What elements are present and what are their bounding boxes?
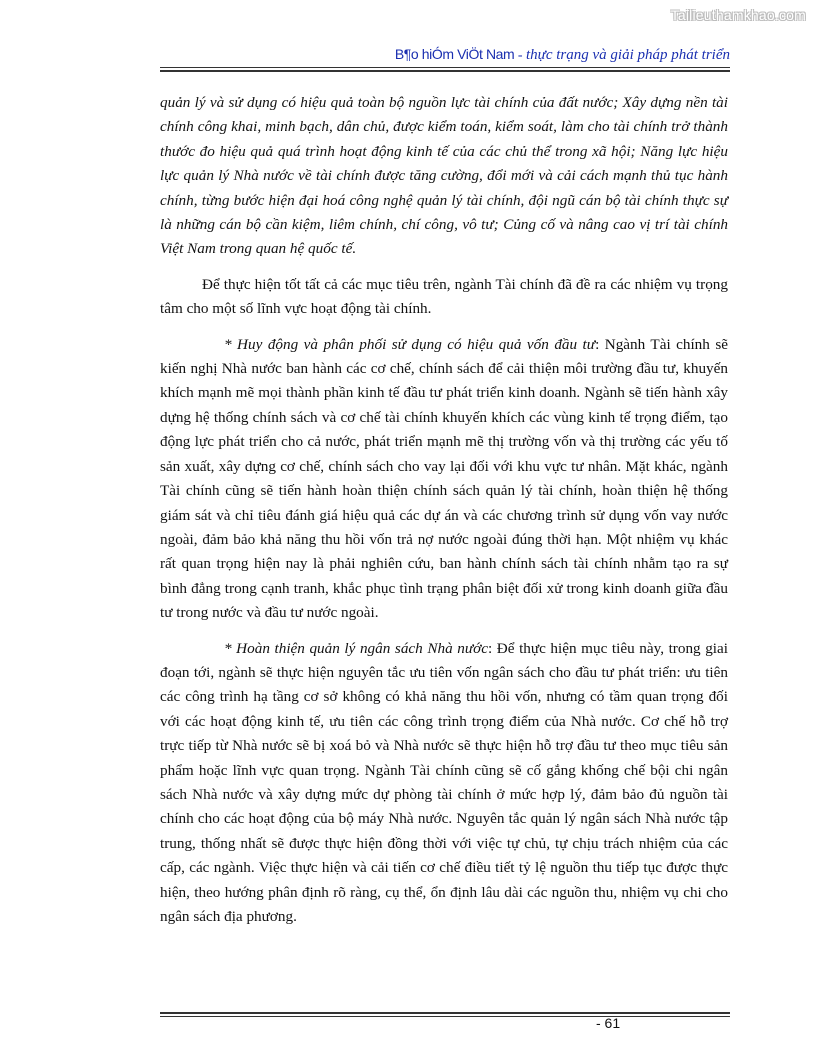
page-number: - 61 bbox=[596, 1015, 621, 1031]
footer-rule bbox=[160, 1012, 730, 1017]
running-header bbox=[160, 46, 730, 64]
header-separator: - bbox=[514, 48, 526, 63]
header-title: B¶o hiÓm ViÖt Nam bbox=[394, 46, 515, 62]
page-body bbox=[160, 91, 728, 929]
paragraph-1: quản lý và sử dụng có hiệu quả toàn bộ nguồn lực tài chính của đất nước; Xây dựng nền tài chính công khai, minh bạch, dân chủ, được kiểm toán, kiểm soát, làm cho tài chính trở thành thước đo hiệu quả quá trình hoạt động kinh tế của các chủ thể trong xã hội; Năng lực hiệu lực quản lý Nhà nước về tài chính được tăng cường, đổi mới và cải cách mạnh thủ tục hành chính, từng bước hiện đại hoá công nghệ quản lý tài chính, đội ngũ cán bộ tài chính thực sự là những cán bộ cần kiệm, liêm chính, chí công, vô tư; Củng cố và nâng cao vị trí tài chính Việt Nam trong quan hệ quốc tế. bbox=[160, 94, 728, 258]
header-subtitle: thực trạng và giải pháp phát triển bbox=[525, 47, 730, 63]
paragraph-4-text: : Để thực hiện mục tiêu này, trong giai đoạn tới, ngành sẽ thực hiện nguyên tắc ưu tiên vốn ngân sách cho đầu tư phát triển: ưu tiên các công trình hạ tầng cơ sở không có khả năng thu hồi vốn, nhưng có tầm quan trọng đối với các hoạt động kinh tế, ưu tiên các công trình trọng điểm của Nhà nước. Cơ chế hỗ trợ trực tiếp từ Nhà nước sẽ bị xoá bỏ và Nhà nước sẽ thực hiện hỗ trợ đầu tư theo mục tiêu sản phẩm hoặc lĩnh vực quan trọng. Ngành Tài chính cũng sẽ cố gắng khống chế bội chi ngân sách Nhà nước và xây dựng mức dự phòng tài chính ở mức hợp lý, đảm bảo đủ nguồn tài chính cho các hoạt động của bộ máy Nhà nước. Nguyên tắc quản lý ngân sách Nhà nước tập trung, thống nhất sẽ được thực hiện đồng thời với việc tự chủ, tự chịu trách nhiệm của các cấp, các ngành. Việc thực hiện và cải tiến cơ chế điều tiết tỷ lệ nguồn thu tiếp tục được thực hiện, theo hướng phân định rõ ràng, cụ thể, ổn định lâu dài các nguồn thu, nhiệm vụ chi cho ngân sách địa phương. bbox=[160, 639, 728, 925]
paragraph-3-heading: * Huy động và phân phối sử dụng có hiệu quả vốn đầu tư bbox=[224, 335, 596, 353]
paragraph-4 bbox=[160, 637, 728, 930]
paragraph-3-text: : Ngành Tài chính sẽ kiến nghị Nhà nước ban hành các cơ chế, chính sách để cải thiện môi trường đầu tư, khuyến khích mạnh mẽ mọi thành phần kinh tế đầu tư phát triển kinh doanh. Ngành sẽ tiến hành xây dựng hệ thống chính sách và cơ chế tài chính khuyến khích các vùng kinh tế trọng điểm, tạo động lực phát triển cho cả nước, phát triển mạnh mẽ thị trường vốn và thị trường các yếu tố sản xuất, xây dựng cơ chế, chính sách cho vay lại đối với khu vực tư nhân. Mặt khác, ngành Tài chính cũng sẽ tiến hành hoàn thiện chính sách quản lý tài chính, hoàn thiện hệ thống giám sát và chỉ tiêu đánh giá hiệu quả các dự án và các chương trình sử dụng vốn vay nước ngoài, đảm bảo khả năng thu hồi vốn trả nợ nước ngoài đúng thời hạn. Một nhiệm vụ khác rất quan trọng hiện nay là phải nghiên cứu, ban hành chính sách tài chính nhằm tạo ra sự bình đẳng trong cạnh tranh, khắc phục tình trạng phân biệt đối xử trong kinh doanh giữa đầu tư trong nước và đầu tư nước ngoài. bbox=[160, 335, 728, 622]
header-rule bbox=[160, 67, 730, 72]
paragraph-3 bbox=[160, 333, 728, 626]
paragraph-4-heading: * Hoàn thiện quản lý ngân sách Nhà nước bbox=[224, 639, 488, 657]
paragraph-2: Để thực hiện tốt tất cả các mục tiêu trên, ngành Tài chính đã đề ra các nhiệm vụ trọng tâm cho một số lĩnh vực hoạt động tài chính. bbox=[160, 275, 728, 318]
watermark: Tailieuthamkhao.com bbox=[670, 7, 806, 23]
